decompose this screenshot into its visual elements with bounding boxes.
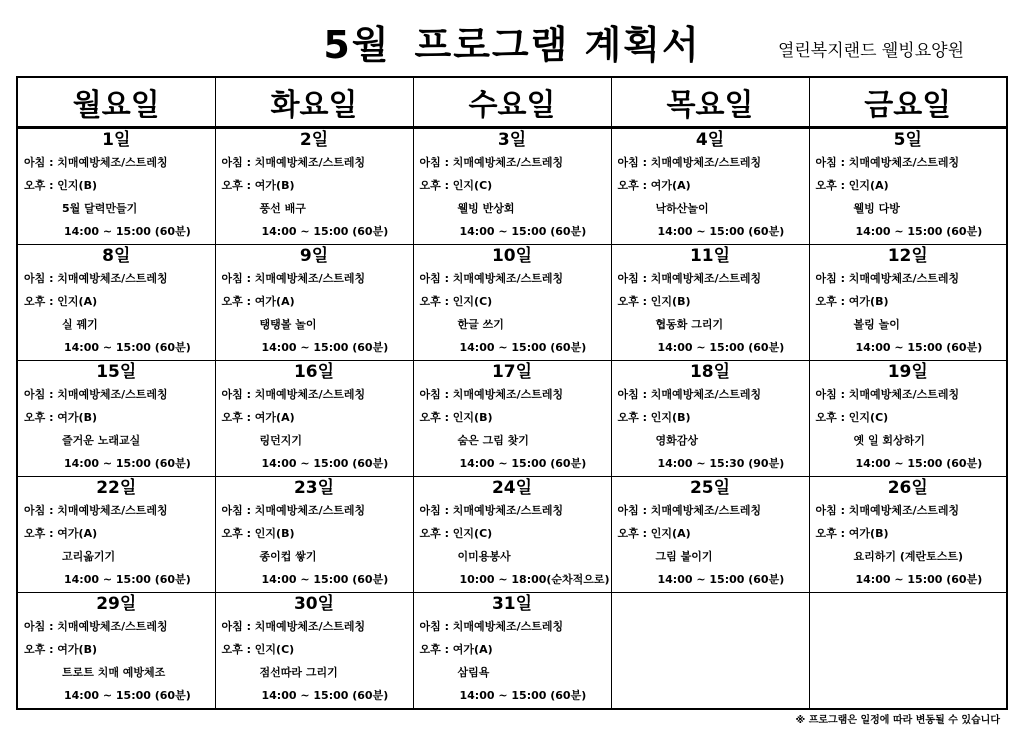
morning-program: 아침 : 치매예방체조/스트레칭 <box>815 156 960 169</box>
activity-time: 14:00 ~ 15:00 (60분) <box>64 225 191 238</box>
title-main: 프로그램 계획서 <box>414 23 701 67</box>
morning-program: 아침 : 치매예방체조/스트레칭 <box>24 388 168 401</box>
activity-time: 14:00 ~ 15:00 (60분) <box>855 457 983 470</box>
program-calendar <box>16 76 1008 710</box>
organization-name: 열린복지랜드 웰빙요양원 <box>777 41 964 61</box>
day-date: 24일 <box>491 478 533 498</box>
afternoon-program: 오후 : 여가(A) <box>221 411 295 424</box>
afternoon-program: 오후 : 인지(C) <box>419 295 493 308</box>
week-row <box>17 477 1007 593</box>
weekday-header: 화요일 <box>215 77 413 128</box>
day-cell <box>215 128 413 245</box>
day-content <box>216 245 413 359</box>
activity-name: 트로트 치매 예방체조 <box>62 666 166 679</box>
afternoon-program: 오후 : 여가(B) <box>815 527 889 540</box>
activity-time: 14:00 ~ 15:00 (60분) <box>64 341 191 354</box>
day-date: 30일 <box>293 594 335 614</box>
activity-time: 14:00 ~ 15:00 (60분) <box>657 573 785 586</box>
activity-name: 웰빙 반상회 <box>457 202 515 215</box>
day-date: 1일 <box>102 130 131 150</box>
activity-time: 14:00 ~ 15:30 (90분) <box>657 457 785 470</box>
day-content <box>18 361 215 475</box>
afternoon-program: 오후 : 인지(C) <box>419 179 493 192</box>
day-content <box>414 593 611 707</box>
morning-program: 아침 : 치매예방체조/스트레칭 <box>815 504 960 517</box>
morning-program: 아침 : 치매예방체조/스트레칭 <box>617 504 762 517</box>
morning-program: 아침 : 치매예방체조/스트레칭 <box>419 156 564 169</box>
weekday-header: 목요일 <box>611 77 809 128</box>
day-date: 15일 <box>96 362 137 382</box>
activity-time: 14:00 ~ 15:00 (60분) <box>459 341 587 354</box>
day-cell <box>611 361 809 477</box>
day-cell <box>809 477 1007 593</box>
activity-time: 14:00 ~ 15:00 (60분) <box>64 573 191 586</box>
day-cell <box>215 361 413 477</box>
activity-time: 14:00 ~ 15:00 (60분) <box>261 341 389 354</box>
activity-name: 이미용봉사 <box>457 550 511 563</box>
day-date: 19일 <box>887 362 928 382</box>
afternoon-program: 오후 : 인지(B) <box>617 295 691 308</box>
day-date: 2일 <box>299 130 329 150</box>
activity-name: 협동화 그리기 <box>655 318 724 331</box>
activity-time: 14:00 ~ 15:00 (60분) <box>64 457 191 470</box>
morning-program: 아침 : 치매예방체조/스트레칭 <box>419 272 564 285</box>
activity-name: 웰빙 다방 <box>853 202 900 215</box>
title-month: 5월 <box>323 23 391 67</box>
activity-time: 14:00 ~ 15:00 (60분) <box>459 457 587 470</box>
empty-day-cell <box>809 593 1007 710</box>
activity-name: 탱탱볼 놀이 <box>259 318 317 331</box>
activity-time: 14:00 ~ 15:00 (60분) <box>855 341 983 354</box>
morning-program: 아침 : 치매예방체조/스트레칭 <box>24 620 168 633</box>
day-content <box>216 477 413 591</box>
activity-name: 삼림욕 <box>457 666 490 679</box>
morning-program: 아침 : 치매예방체조/스트레칭 <box>24 272 168 285</box>
week-row <box>17 128 1007 245</box>
day-content <box>18 593 215 707</box>
morning-program: 아침 : 치매예방체조/스트레칭 <box>221 156 366 169</box>
morning-program: 아침 : 치매예방체조/스트레칭 <box>221 504 366 517</box>
day-cell <box>611 128 809 245</box>
activity-name: 요리하기 (계란토스트) <box>853 550 964 563</box>
activity-time: 14:00 ~ 15:00 (60분) <box>261 457 389 470</box>
day-date: 18일 <box>689 362 731 382</box>
afternoon-program: 오후 : 인지(B) <box>221 527 295 540</box>
activity-time: 14:00 ~ 15:00 (60분) <box>261 573 389 586</box>
afternoon-program: 오후 : 여가(A) <box>24 527 98 540</box>
day-content <box>216 129 413 243</box>
day-date: 26일 <box>887 478 928 498</box>
day-date: 16일 <box>293 362 335 382</box>
day-cell <box>413 361 611 477</box>
day-cell <box>215 477 413 593</box>
activity-name: 점선따라 그리기 <box>259 666 338 679</box>
morning-program: 아침 : 치매예방체조/스트레칭 <box>617 388 762 401</box>
day-cell <box>17 245 215 361</box>
activity-name: 숨은 그림 찾기 <box>457 434 529 447</box>
day-date: 12일 <box>887 246 928 266</box>
day-date: 25일 <box>689 478 731 498</box>
day-content <box>612 129 809 243</box>
day-content <box>612 245 809 359</box>
activity-name: 그림 붙이기 <box>655 550 713 563</box>
day-date: 29일 <box>96 594 137 614</box>
day-date: 4일 <box>695 130 725 150</box>
day-content <box>810 361 1007 475</box>
day-cell <box>17 128 215 245</box>
activity-time: 14:00 ~ 15:00 (60분) <box>855 573 983 586</box>
day-date: 23일 <box>293 478 335 498</box>
week-row <box>17 593 1007 710</box>
day-content <box>18 245 215 359</box>
morning-program: 아침 : 치매예방체조/스트레칭 <box>419 620 564 633</box>
week-row <box>17 245 1007 361</box>
morning-program: 아침 : 치매예방체조/스트레칭 <box>24 156 168 169</box>
day-cell <box>413 593 611 710</box>
afternoon-program: 오후 : 인지(C) <box>221 643 295 656</box>
day-cell <box>215 245 413 361</box>
day-cell <box>215 593 413 710</box>
day-cell <box>17 593 215 710</box>
morning-program: 아침 : 치매예방체조/스트레칭 <box>221 620 366 633</box>
afternoon-program: 오후 : 여가(A) <box>419 643 493 656</box>
activity-time: 14:00 ~ 15:00 (60분) <box>657 225 785 238</box>
morning-program: 아침 : 치매예방체조/스트레칭 <box>221 388 366 401</box>
day-cell <box>809 245 1007 361</box>
afternoon-program: 오후 : 여가(A) <box>221 295 295 308</box>
day-date: 3일 <box>497 130 527 150</box>
afternoon-program: 오후 : 인지(C) <box>815 411 889 424</box>
day-cell <box>611 245 809 361</box>
afternoon-program: 오후 : 인지(A) <box>24 295 98 308</box>
day-date: 31일 <box>491 594 533 614</box>
day-content <box>612 361 809 475</box>
afternoon-program: 오후 : 인지(B) <box>419 411 493 424</box>
day-content <box>810 129 1007 243</box>
activity-time: 14:00 ~ 15:00 (60분) <box>657 341 785 354</box>
afternoon-program: 오후 : 여가(B) <box>815 295 889 308</box>
day-cell <box>17 477 215 593</box>
day-content <box>18 477 215 591</box>
week-row <box>17 361 1007 477</box>
morning-program: 아침 : 치매예방체조/스트레칭 <box>815 272 960 285</box>
day-content <box>414 361 611 475</box>
day-content <box>810 245 1007 359</box>
activity-name: 고리옮기기 <box>62 550 116 563</box>
weekday-header-row <box>17 77 1007 128</box>
activity-time: 14:00 ~ 15:00 (60분) <box>855 225 983 238</box>
day-date: 11일 <box>689 246 731 266</box>
activity-name: 실 꿰기 <box>62 318 98 331</box>
morning-program: 아침 : 치매예방체조/스트레칭 <box>24 504 168 517</box>
day-cell <box>809 128 1007 245</box>
weekday-header: 수요일 <box>413 77 611 128</box>
day-date: 9일 <box>299 246 329 266</box>
activity-name: 풍선 배구 <box>259 202 306 215</box>
day-cell <box>413 128 611 245</box>
afternoon-program: 오후 : 인지(C) <box>419 527 493 540</box>
day-date: 22일 <box>96 478 137 498</box>
morning-program: 아침 : 치매예방체조/스트레칭 <box>815 388 960 401</box>
morning-program: 아침 : 치매예방체조/스트레칭 <box>419 388 564 401</box>
activity-name: 볼링 놀이 <box>853 318 900 331</box>
afternoon-program: 오후 : 인지(B) <box>617 411 691 424</box>
activity-name: 종이컵 쌓기 <box>259 550 317 563</box>
day-date: 5일 <box>893 130 922 150</box>
afternoon-program: 오후 : 여가(B) <box>24 411 98 424</box>
day-content <box>414 129 611 243</box>
activity-name: 즐거운 노래교실 <box>62 434 141 447</box>
day-content <box>414 245 611 359</box>
day-content <box>216 593 413 707</box>
day-content <box>216 361 413 475</box>
day-date: 10일 <box>491 246 533 266</box>
afternoon-program: 오후 : 여가(B) <box>24 643 98 656</box>
morning-program: 아침 : 치매예방체조/스트레칭 <box>419 504 564 517</box>
day-content <box>612 477 809 591</box>
day-cell <box>413 477 611 593</box>
activity-time: 14:00 ~ 15:00 (60분) <box>261 225 389 238</box>
day-content <box>810 477 1007 591</box>
empty-day-cell <box>611 593 809 710</box>
day-content <box>414 477 611 591</box>
morning-program: 아침 : 치매예방체조/스트레칭 <box>617 156 762 169</box>
afternoon-program: 오후 : 여가(A) <box>617 179 691 192</box>
day-cell <box>17 361 215 477</box>
activity-time: 14:00 ~ 15:00 (60분) <box>459 689 587 702</box>
activity-name: 옛 일 회상하기 <box>853 434 925 447</box>
activity-name: 5월 달력만들기 <box>62 202 138 215</box>
activity-name: 낙하산놀이 <box>655 202 709 215</box>
afternoon-program: 오후 : 여가(B) <box>221 179 295 192</box>
activity-time: 10:00 ~ 18:00(순차적으로) <box>459 573 610 586</box>
day-date: 8일 <box>102 246 131 266</box>
footer-note: ※ 프로그램은 일정에 따라 변동될 수 있습니다 <box>795 715 1000 726</box>
day-cell <box>611 477 809 593</box>
activity-time: 14:00 ~ 15:00 (60분) <box>459 225 587 238</box>
day-cell <box>809 361 1007 477</box>
activity-time: 14:00 ~ 15:00 (60분) <box>64 689 191 702</box>
activity-time: 14:00 ~ 15:00 (60분) <box>261 689 389 702</box>
morning-program: 아침 : 치매예방체조/스트레칭 <box>221 272 366 285</box>
day-date: 17일 <box>491 362 533 382</box>
weekday-header: 금요일 <box>809 77 1007 128</box>
afternoon-program: 오후 : 인지(A) <box>815 179 889 192</box>
day-content <box>18 129 215 243</box>
activity-name: 링던지기 <box>259 434 303 447</box>
afternoon-program: 오후 : 인지(B) <box>24 179 98 192</box>
afternoon-program: 오후 : 인지(A) <box>617 527 691 540</box>
day-cell <box>413 245 611 361</box>
activity-name: 한글 쓰기 <box>457 318 504 331</box>
morning-program: 아침 : 치매예방체조/스트레칭 <box>617 272 762 285</box>
weekday-header: 월요일 <box>17 77 215 128</box>
activity-name: 영화감상 <box>655 434 699 447</box>
